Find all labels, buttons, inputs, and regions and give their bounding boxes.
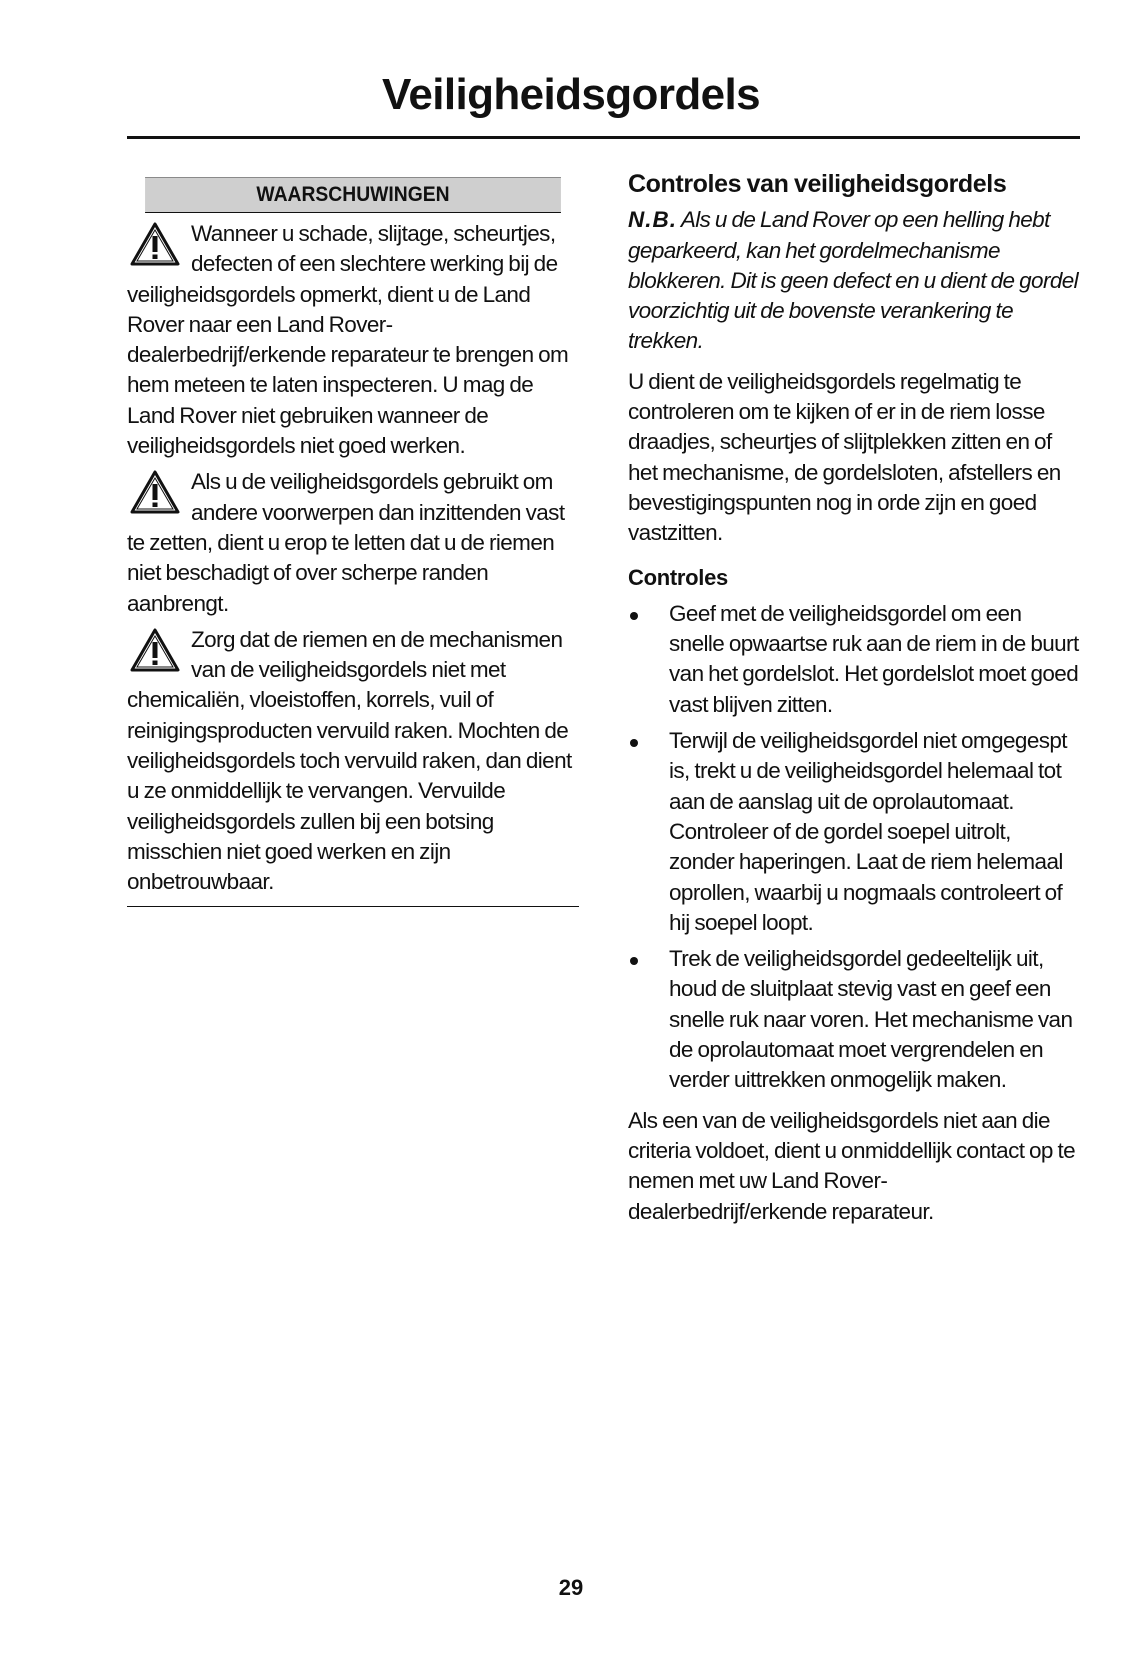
list-item (628, 944, 1080, 1095)
check-list (628, 599, 1080, 1096)
list-item (628, 599, 1080, 720)
warning-item (127, 625, 579, 906)
list-item-text: Terwijl de veiligheidsgordel niet omgegespt is, trekt u de veiligheidsgordel helemaal tot aan de aanslag uit de oprolautomaat. Controleer of de gordel soepel uitrolt, zonder haperingen. Laat de riem helemaal oprollen, waarbij u nogmaals controleert of hij soepel loopt. (669, 728, 1067, 935)
list-item-text: Geef met de veiligheidsgordel om een snelle opwaartse ruk aan de riem in de buurt van het gordelslot. Het gordelslot moet goed vast blijven zitten. (669, 600, 1079, 717)
bullet-icon (630, 957, 638, 965)
closing-paragraph: Als een van de veiligheidsgordels niet aan die criteria voldoet, dient u onmiddellijk contact op te nemen met uw Land Rover-dealerbedrijf/erkende reparateur. (628, 1107, 1076, 1224)
intro-paragraph: U dient de veiligheidsgordels regelmatig te controleren om te kijken of er in de riem losse draadjes, scheurtjes of slijtplekken zitten en of het mechanisme, de gordelsloten, afstellers en bevestigingspunten nog in orde zijn en goed vastzitten. (628, 368, 1061, 546)
page-title: Veiligheidsgordels (382, 70, 760, 119)
sub-heading: Controles (628, 564, 728, 590)
note (628, 205, 1080, 356)
title-divider (127, 136, 1080, 139)
warning-text: Als u de veiligheidsgordels gebruikt om andere voorwerpen dan inzittenden vast te zetten, dient u erop te letten dat u de riemen niet beschadigt of over scherpe randen aanbrengt. (127, 469, 565, 616)
note-text: Als u de Land Rover op een helling hebt geparkeerd, kan het gordelmechanisme blokkeren. Dit is geen defect en u dient de gordel voorzichtig uit de bovenste verankering te trekken. (628, 207, 1079, 354)
bullet-icon (630, 612, 638, 620)
checks-section (628, 169, 1080, 1241)
bullet-icon (630, 739, 638, 747)
warning-triangle-icon (129, 469, 181, 515)
warning-triangle-icon (129, 627, 181, 673)
warnings-header: WAARSCHUWINGEN (145, 177, 561, 213)
list-item (628, 726, 1080, 938)
page-number: 29 (558, 1575, 584, 1600)
warning-text: Wanneer u schade, slijtage, scheurtjes, defecten of een slechtere werking bij de veiligheidsgordels opmerkt, dient u de Land Rover naar een Land Rover-dealerbedrijf/erkende reparateur te brengen om hem meteen te laten inspecteren. U mag de Land Rover niet gebruiken wanneer de veiligheidsgordels niet goed werken. (127, 221, 569, 459)
section-heading: Controles van veiligheidsgordels (628, 170, 1007, 198)
note-label: N.B. (628, 207, 677, 233)
warning-item (127, 219, 579, 461)
warning-text: Zorg dat de riemen en de mechanismen van de veiligheidsgordels niet met chemicaliën, vloeistoffen, korrels, vuil of reinigingsproducten vervuild raken. Mochten de veiligheidsgordels toch vervuild raken, dan dient u ze onmiddellijk te vervangen. Vervuilde veiligheidsgordels zullen bij een botsing misschien niet goed werken en zijn onbetrouwbaar. (127, 626, 572, 895)
list-item-text: Trek de veiligheidsgordel gedeeltelijk uit, houd de sluitplaat stevig vast en geef een snelle ruk naar voren. Het mechanisme van de oprolautomaat moet vergrendelen en verder uittrekken onmogelijk maken. (669, 946, 1073, 1093)
warnings-box (127, 177, 579, 907)
warning-item (127, 467, 579, 618)
warning-triangle-icon (129, 221, 181, 267)
